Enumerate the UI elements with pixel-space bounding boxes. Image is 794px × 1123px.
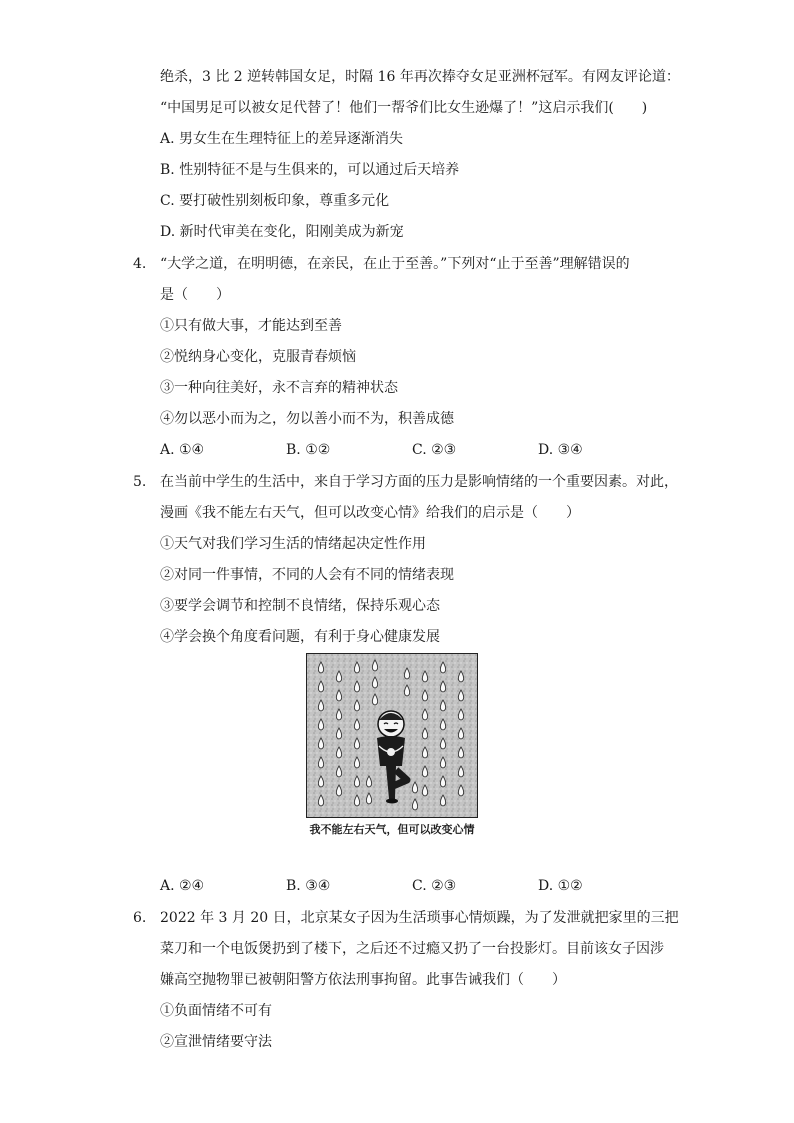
q5-choice-d: D. ①② — [538, 878, 583, 894]
q4-text-line1: “大学之道，在明明德，在亲民，在止于至善。”下列对“止于至善”理解错误的 — [160, 256, 630, 272]
q5-choice-b: B. ③④ — [286, 878, 331, 894]
q5-text-line1: 在当前中学生的生活中，来自于学习方面的压力是影响情绪的一个重要因素。对此， — [160, 474, 678, 490]
q5-item-1: ①天气对我们学习生活的情绪起决定性作用 — [160, 536, 426, 552]
q6-text-line3: 嫌高空抛物罪已被朝阳警方依法刑事拘留。此事告诫我们（ ） — [160, 972, 566, 988]
cartoon-image — [306, 653, 478, 818]
q4-item-4: ④勿以恶小而为之，勿以善小而不为，积善成德 — [160, 411, 454, 427]
q6-item-2: ②宣泄情绪要守法 — [160, 1034, 272, 1050]
q4-number: 4. — [133, 256, 147, 272]
q3-text-line2: “中国男足可以被女足代替了！他们一帮爷们比女生逊爆了！”这启示我们( ) — [160, 100, 648, 116]
q6-number: 6. — [133, 910, 147, 926]
q6-item-1: ①负面情绪不可有 — [160, 1003, 272, 1019]
q4-choice-c: C. ②③ — [412, 442, 457, 458]
q4-text-line2: 是（ ） — [160, 287, 230, 303]
q4-choice-d: D. ③④ — [538, 442, 583, 458]
cartoon-rain-illustration — [307, 654, 477, 817]
q5-number: 5. — [133, 474, 147, 490]
q5-choice-c: C. ②③ — [412, 878, 457, 894]
q3-option-c: C. 要打破性别刻板印象，尊重多元化 — [160, 193, 390, 209]
q5-item-4: ④学会换个角度看问题，有利于身心健康发展 — [160, 629, 440, 645]
q4-choice-a: A. ①④ — [160, 442, 205, 458]
q6-text-line1: 2022 年 3 月 20 日，北京某女子因为生活琐事心情烦躁，为了发泄就把家里的三把 — [160, 910, 679, 926]
q5-choice-a: A. ②④ — [160, 878, 205, 894]
q3-option-b: B. 性别特征不是与生俱来的，可以通过后天培养 — [160, 162, 460, 178]
q4-item-3: ③一种向往美好，永不言弃的精神状态 — [160, 380, 398, 396]
q5-text-line2: 漫画《我不能左右天气，但可以改变心情》给我们的启示是（ ） — [160, 505, 580, 521]
cartoon-caption: 我不能左右天气，但可以改变心情 — [309, 823, 475, 836]
q5-item-2: ②对同一件事情，不同的人会有不同的情绪表现 — [160, 567, 454, 583]
q5-item-3: ③要学会调节和控制不良情绪，保持乐观心态 — [160, 598, 440, 614]
q4-item-2: ②悦纳身心变化，克服青春烦恼 — [160, 349, 356, 365]
q4-choice-b: B. ①② — [286, 442, 331, 458]
q3-option-d: D. 新时代审美在变化，阳刚美成为新宠 — [160, 224, 404, 240]
q3-option-a: A. 男女生在生理特征上的差异逐渐消失 — [160, 131, 404, 147]
q3-text-line1: 绝杀，3 比 2 逆转韩国女足，时隔 16 年再次捧夺女足亚洲杯冠军。有网友评论道： — [160, 69, 680, 85]
q6-text-line2: 菜刀和一个电饭煲扔到了楼下，之后还不过瘾又扔了一台投影灯。目前该女子因涉 — [160, 941, 664, 957]
q4-item-1: ①只有做大事，才能达到至善 — [160, 318, 342, 334]
